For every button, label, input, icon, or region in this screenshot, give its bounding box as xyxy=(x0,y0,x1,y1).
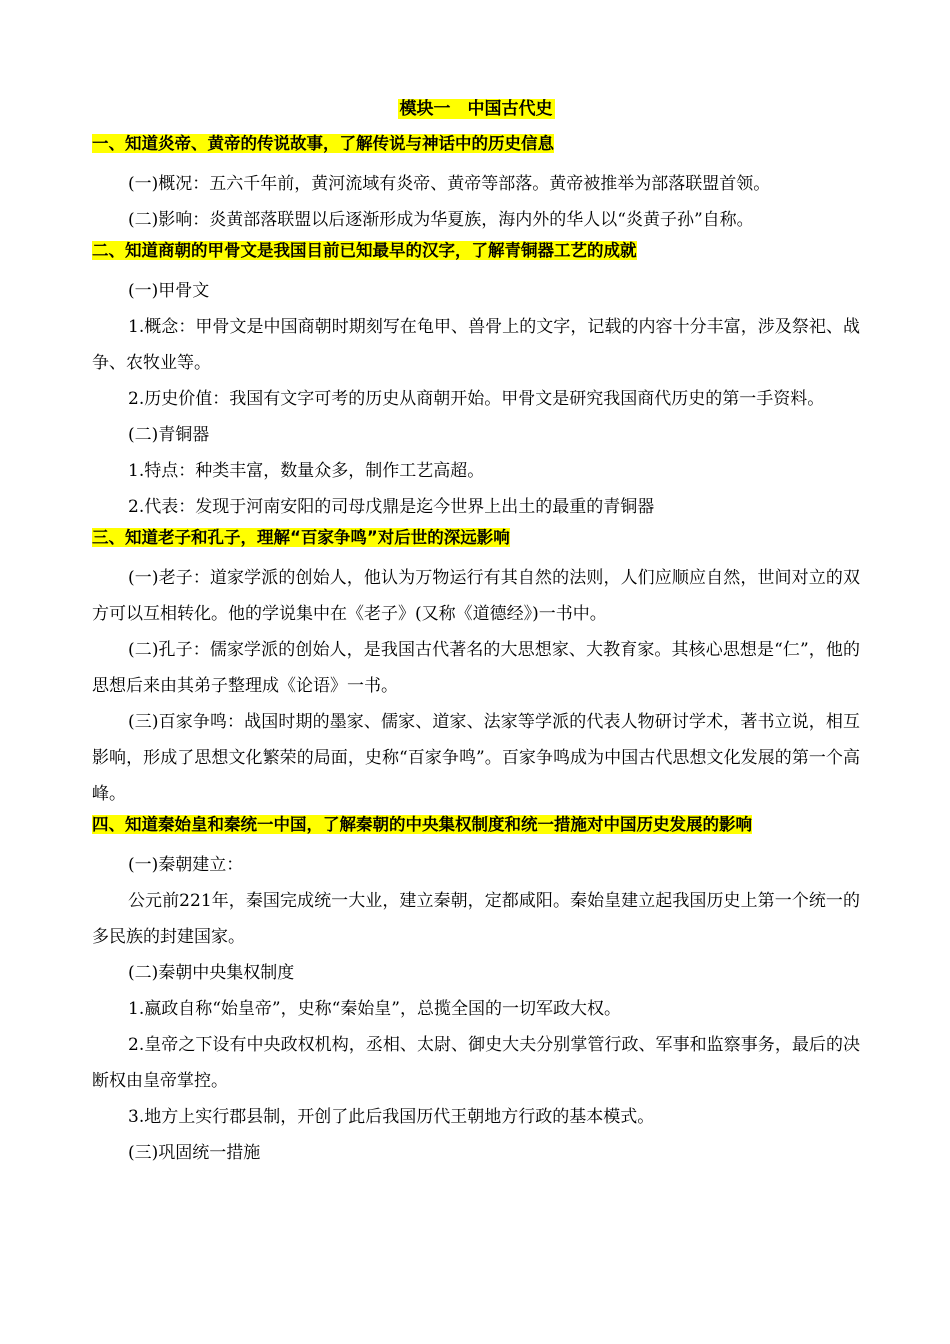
paragraph: (三)巩固统一措施 xyxy=(128,1143,261,1163)
paragraph: 3.地方上实行郡县制，开创了此后我国历代王朝地方行政的基本模式。 xyxy=(128,1107,655,1127)
document-page xyxy=(92,96,860,1171)
section-heading-text: 二、知道商朝的甲骨文是我国目前已知最早的汉字，了解青铜器工艺的成就 xyxy=(92,241,637,260)
paragraph: (一)秦朝建立： xyxy=(128,855,244,875)
paragraph: (二)青铜器 xyxy=(128,425,210,445)
paragraph: 2.皇帝之下设有中央政权机构，丞相、太尉、御史大夫分别掌管行政、军事和监察事务，最后的决断权由皇帝掌控。 xyxy=(92,1035,860,1091)
paragraph: (一)甲骨文 xyxy=(128,281,210,301)
section-heading-2 xyxy=(92,238,860,264)
module-title-text: 模块一 中国古代史 xyxy=(399,99,553,119)
paragraph: 2.代表：发现于河南安阳的司母戊鼎是迄今世界上出土的最重的青铜器 xyxy=(128,497,655,517)
paragraph: 2.历史价值：我国有文字可考的历史从商朝开始。甲骨文是研究我国商代历史的第一手资料。 xyxy=(128,389,825,409)
paragraph: 1.概念：甲骨文是中国商朝时期刻写在龟甲、兽骨上的文字，记载的内容十分丰富，涉及祭祀、战争、农牧业等。 xyxy=(92,317,860,373)
section-heading-3 xyxy=(92,525,860,551)
section-heading-text: 四、知道秦始皇和秦统一中国，了解秦朝的中央集权制度和统一措施对中国历史发展的影响 xyxy=(92,815,752,834)
section-heading-text: 三、知道老子和孔子，理解“百家争鸣”对后世的深远影响 xyxy=(92,528,510,547)
paragraph: (二)影响：炎黄部落联盟以后逐渐形成为华夏族，海内外的华人以“炎黄子孙”自称。 xyxy=(128,210,754,230)
paragraph: (二)孔子：儒家学派的创始人，是我国古代著名的大思想家、大教育家。其核心思想是“仁”，他的思想后来由其弟子整理成《论语》一书。 xyxy=(92,640,860,696)
paragraph: (二)秦朝中央集权制度 xyxy=(128,963,295,983)
section-heading-1 xyxy=(92,131,860,157)
section-heading-text: 一、知道炎帝、黄帝的传说故事，了解传说与神话中的历史信息 xyxy=(92,134,554,153)
paragraph: 1.嬴政自称“始皇帝”，史称“秦始皇”，总揽全国的一切军政大权。 xyxy=(128,999,621,1019)
paragraph: 公元前221年，秦国完成统一大业，建立秦朝，定都咸阳。秦始皇建立起我国历史上第一个统一的多民族的封建国家。 xyxy=(92,891,860,947)
section-heading-4 xyxy=(92,812,860,838)
paragraph: 1.特点：种类丰富，数量众多，制作工艺高超。 xyxy=(128,461,485,481)
module-title xyxy=(92,96,860,122)
paragraph: (一)老子：道家学派的创始人，他认为万物运行有其自然的法则，人们应顺应自然，世间对立的双方可以互相转化。他的学说集中在《老子》(又称《道德经》)一书中。 xyxy=(92,568,860,624)
paragraph: (一)概况：五六千年前，黄河流域有炎帝、黄帝等部落。黄帝被推举为部落联盟首领。 xyxy=(128,174,771,194)
paragraph: (三)百家争鸣：战国时期的墨家、儒家、道家、法家等学派的代表人物研讨学术，著书立说，相互影响，形成了思想文化繁荣的局面，史称“百家争鸣”。百家争鸣成为中国古代思想文化发展的第一个高峰。 xyxy=(92,712,860,804)
